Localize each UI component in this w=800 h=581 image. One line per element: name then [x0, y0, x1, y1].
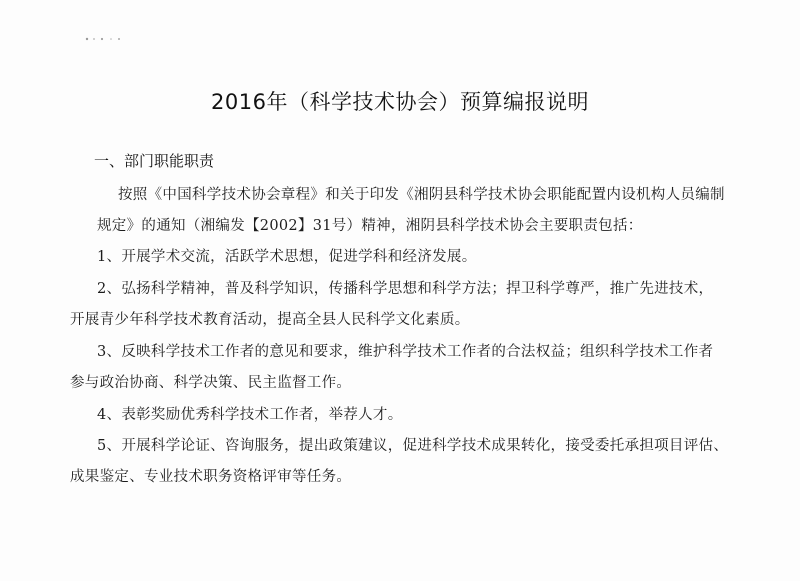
duty-item-2-line-2: 开展青少年科学技术教育活动，提高全县人民科学文化素质。	[70, 312, 470, 328]
duty-item-2-line-1: 2、弘扬科学精神，普及科学知识，传播科学思想和科学方法；捍卫科学尊严，推广先进技术，	[97, 281, 714, 297]
duty-item-5-line-2: 成果鉴定、专业技术职务资格评审等任务。	[70, 469, 352, 485]
intro-paragraph-line-1: 按照《中国科学技术协会章程》和关于印发《湘阴县科学技术协会职能配置内设机构人员编制	[118, 187, 725, 203]
duty-item-5-line-1: 5、开展科学论证、咨询服务，提出政策建议，促进科学技术成果转化，接受委托承担项目评估、	[97, 438, 729, 454]
duty-item-3-line-1: 3、反映科学技术工作者的意见和要求，维护科学技术工作者的合法权益；组织科学技术工作者	[97, 344, 714, 360]
document-title: 2016年（科学技术协会）预算编报说明	[211, 90, 589, 114]
scan-mark	[84, 36, 124, 42]
duty-item-4: 4、表彰奖励优秀科学技术工作者，举荐人才。	[97, 407, 403, 423]
section-heading: 一、部门职能职责	[94, 152, 215, 170]
intro-paragraph-line-2: 规定》的通知（湘编发【2002】31号）精神，湘阴县科学技术协会主要职责包括：	[97, 218, 643, 234]
duty-item-1: 1、开展学术交流，活跃学术思想，促进学科和经济发展。	[97, 249, 477, 265]
duty-item-3-line-2: 参与政治协商、科学决策、民主监督工作。	[70, 375, 352, 391]
